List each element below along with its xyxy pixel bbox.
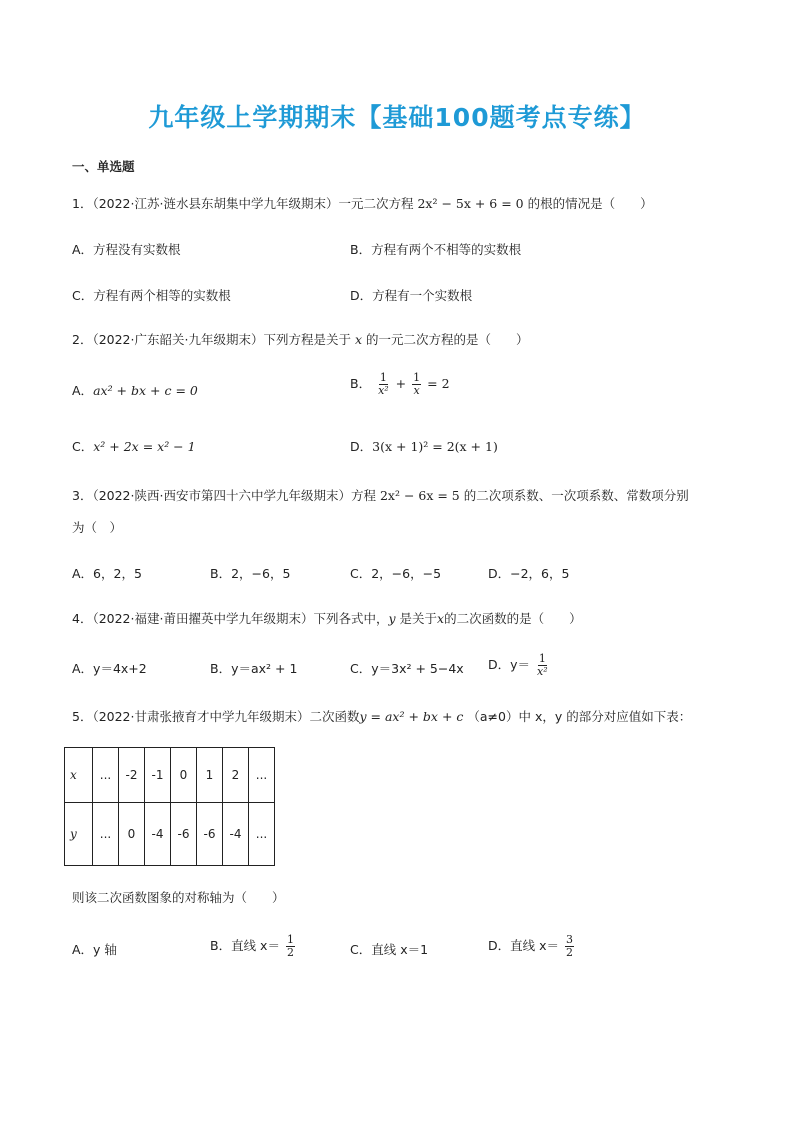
table-cell: -6 [197,803,223,866]
q3-option-d[interactable]: D．−2，6，5 [488,566,570,581]
q3-option-a[interactable]: A．6，2，5 [72,566,142,581]
table-cell: -6 [171,803,197,866]
q2-option-d[interactable] [350,437,498,455]
option-math: ax² + bx + c = 0 [93,383,198,398]
question-source: （2022·江苏·涟水县东胡集中学九年级期末）一元二次方程 [92,196,414,211]
option-math: 3(x + 1)² = 2(x + 1) [372,439,498,454]
fraction: $\frac{1}{\text{x²}}$ [378,371,389,397]
q4-option-d[interactable] [488,653,551,678]
section-heading: 一、单选题 [72,159,135,174]
question-tail: 的二次函数的是（ ） [444,611,582,626]
q1-option-d[interactable]: D．方程有一个实数根 [350,288,473,303]
question-3-stem-line2: 为（ ） [72,520,123,535]
fraction: $\frac{1}{2}$ [286,933,294,959]
table-cell: ... [249,803,275,866]
option-math: = 2 [427,376,450,391]
q2-option-b[interactable] [350,372,450,397]
table-cell: -1 [145,748,171,803]
question-4-stem [72,608,582,630]
condition: （a≠0） [467,709,519,724]
equation: 2x² − 6x = 5 [379,488,460,503]
q1-option-a[interactable]: A．方程没有实数根 [72,242,181,257]
q2-option-a[interactable] [72,381,198,399]
table-cell: 0 [119,803,145,866]
variable-x: x [437,611,445,626]
question-1-stem [72,193,653,215]
q5-option-b[interactable] [210,934,297,959]
question-5-prompt: 则该二次函数图象的对称轴为（ ） [72,890,285,905]
table-header-x: x [65,748,93,803]
question-tail: 中 x，y 的部分对应值如下表： [518,709,692,724]
table-cell: ... [93,748,119,803]
table-row-y [65,803,275,866]
question-tail: 的根的情况是（ ） [527,196,653,211]
page-title: 九年级上学期期末【基础100题考点专练】 [148,103,646,132]
fraction: $\frac{3}{2}$ [565,933,573,959]
option-label: D．直线 x＝ [488,938,559,953]
question-text: 4．（2022·福建·莆田擢英中学九年级期末）下列各式中， [72,611,389,626]
q2-option-c[interactable] [72,437,196,455]
option-math: x² + 2x = x² − 1 [93,439,196,454]
table-header-y: y [65,803,93,866]
question-text: 5．（2022·甘肃张掖育才中学九年级期末）二次函数 [72,709,360,724]
table-cell: 0 [171,748,197,803]
equation: 2x² − 5x + 6 = 0 [417,196,524,211]
question-text: 是关于 [399,611,438,626]
value-table [64,747,275,866]
q5-option-a[interactable]: A．y 轴 [72,942,117,957]
q1-option-c[interactable]: C．方程有两个相等的实数根 [72,288,231,303]
question-3-stem [72,485,689,507]
question-tail: 的一元二次方程的是（ ） [366,332,529,347]
question-text: 3．（2022·陕西·西安市第四十六中学九年级期末）方程 [72,488,376,503]
variable-x: x [354,332,363,347]
option-label: A． [72,383,94,398]
fraction: $\frac{1}{x}$ [413,371,421,397]
question-text: 2．（2022·广东韶关·九年级期末）下列方程是关于 [72,332,351,347]
q3-option-c[interactable]: C．2，−6，−5 [350,566,442,581]
question-tail: 的二次项系数、一次项系数、常数项分别 [463,488,689,503]
option-label: D． [350,439,373,454]
q4-option-a[interactable]: A．y＝4x+2 [72,661,147,676]
table-cell: ... [249,748,275,803]
q1-option-b[interactable]: B．方程有两个不相等的实数根 [350,242,522,257]
question-number: 1． [72,196,93,211]
equation: y = ax² + bx + c [359,709,464,724]
table-cell: -2 [119,748,145,803]
q4-option-c[interactable]: C．y＝3x² + 5−4x [350,661,464,676]
q4-option-b[interactable]: B．y＝ax² + 1 [210,661,298,676]
q5-option-d[interactable] [488,934,576,959]
question-5-stem [72,706,691,728]
q5-option-c[interactable]: C．直线 x＝1 [350,942,429,957]
option-label: C． [72,439,94,454]
table-cell: 2 [223,748,249,803]
option-label: B．直线 x＝ [210,938,280,953]
plus-sign: + [395,376,407,391]
table-cell: -4 [223,803,249,866]
table-cell: ... [93,803,119,866]
table-row-x [65,748,275,803]
option-label: B． [350,376,372,391]
variable-y: y [388,611,396,626]
question-2-stem [72,329,529,351]
option-label: D．y＝ [488,657,531,672]
table-cell: -4 [145,803,171,866]
fraction: $\frac{1}{\text{x²}}$ [537,652,548,678]
table-cell: 1 [197,748,223,803]
q3-option-b[interactable]: B．2，−6，5 [210,566,291,581]
